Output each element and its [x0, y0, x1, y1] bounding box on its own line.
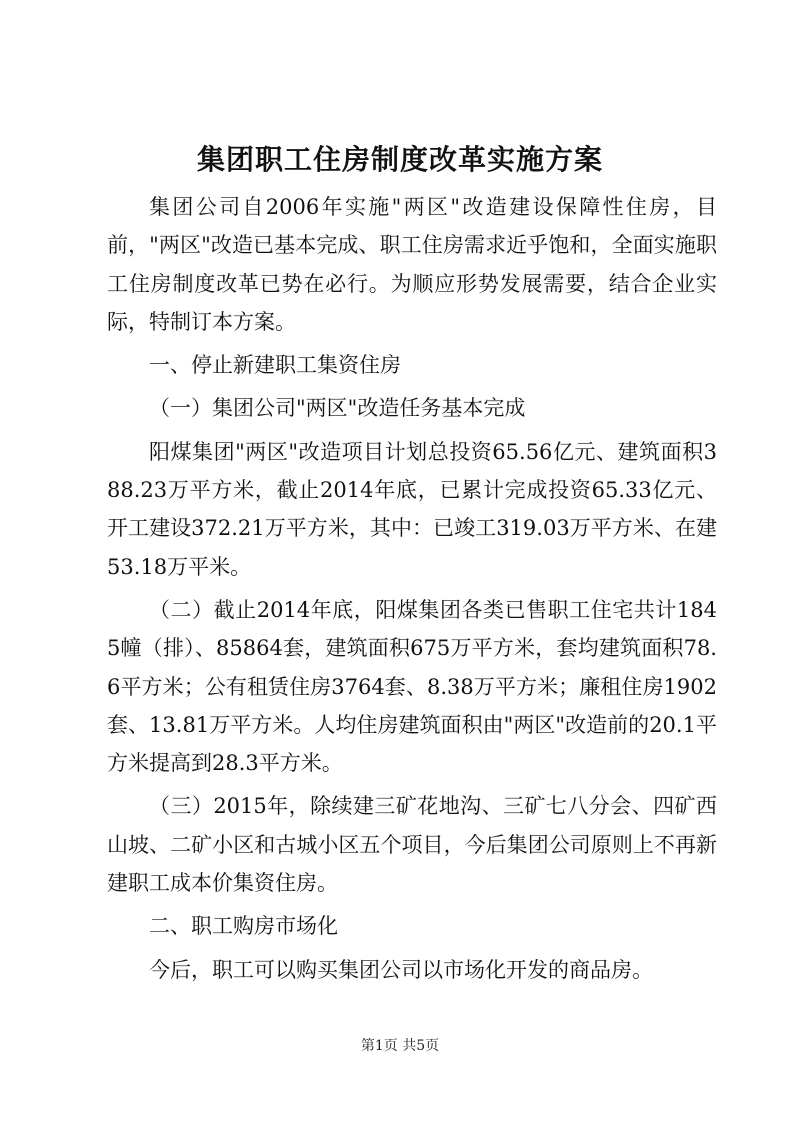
intro-paragraph: 集团公司自2006年实施"两区"改造建设保障性住房，目前，"两区"改造已基本完成、职工住房需求近乎饱和，全面实施职工住房制度改革已势在必行。为顺应形势发展需要，结合企业实际，特制订本方案。	[107, 195, 717, 334]
section-heading-1: 一、停止新建职工集资住房	[149, 353, 401, 378]
market-housing-paragraph: 今后，职工可以购买集团公司以市场化开发的商品房。	[149, 957, 653, 982]
project-investment-paragraph: 阳煤集团"两区"改造项目计划总投资65.56亿元、建筑面积388.23万平方米，截止2014年底，已累计完成投资65.33亿元、开工建设372.21万平方米，其中：已竣工319.03万平方米、在建53.18万平米。	[107, 439, 717, 579]
document-body	[107, 188, 717, 989]
subsection-heading-1: （一）集团公司"两区"改造任务基本完成	[149, 396, 526, 421]
housing-statistics-paragraph: （二）截止2014年底，阳煤集团各类已售职工住宅共计1845幢（排）、85864套，建筑面积675万平方米，套均建筑面积78.6平方米；公有租赁住房3764套、8.38万平方米；廉租住房1902套、13.81万平方米。人均住房建筑面积由"两区"改造前的20.1平方米提高到28.3平方米。	[107, 597, 717, 776]
future-projects-paragraph: （三）2015年，除续建三矿花地沟、三矿七八分会、四矿西山坡、二矿小区和古城小区五个项目，今后集团公司原则上不再新建职工成本价集资住房。	[107, 794, 717, 896]
page-footer: 第1页 共5页	[360, 1038, 440, 1054]
document-title: 集团职工住房制度改革实施方案	[196, 143, 603, 176]
section-heading-2: 二、职工购房市场化	[149, 914, 338, 939]
